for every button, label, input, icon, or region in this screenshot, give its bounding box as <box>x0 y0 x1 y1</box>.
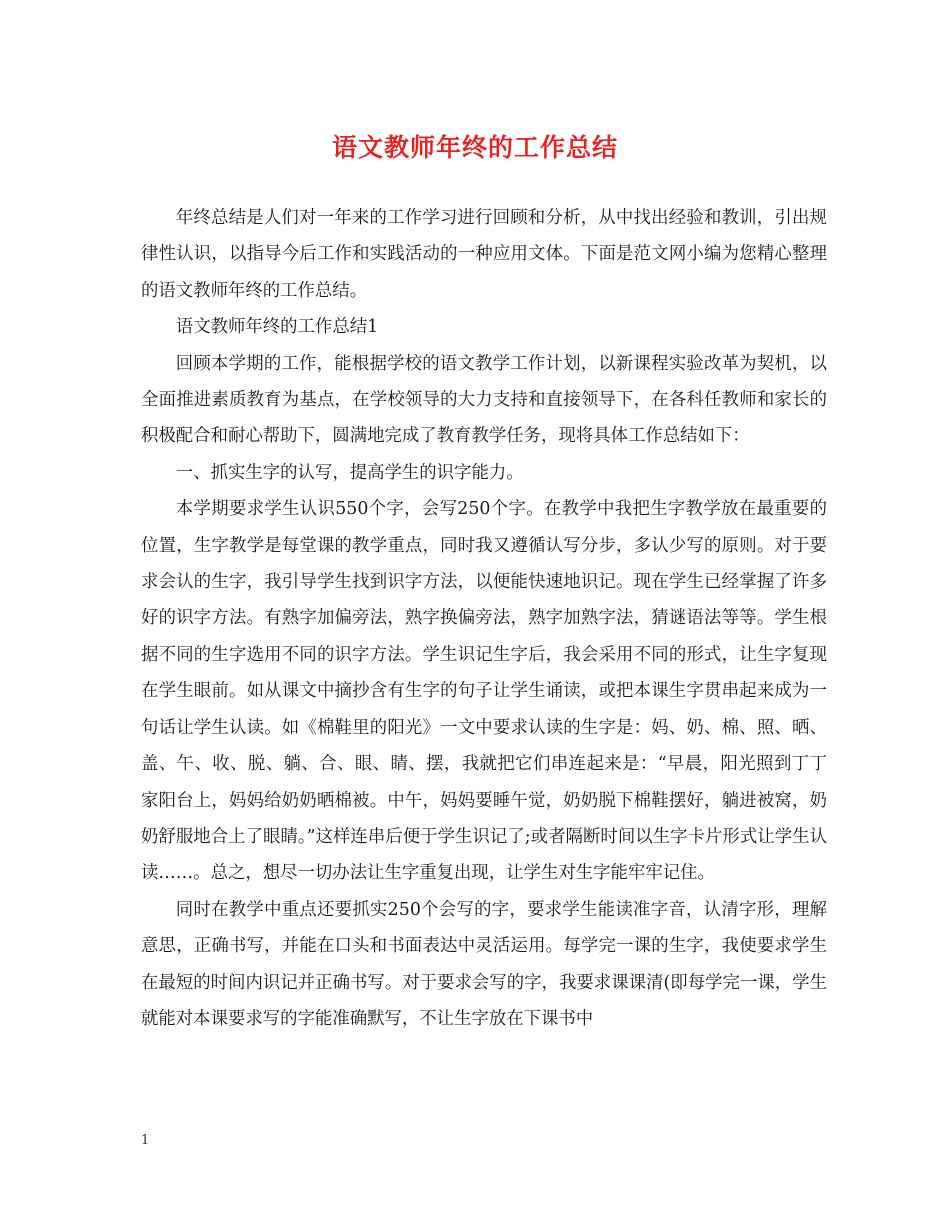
section-heading: 语文教师年终的工作总结1 <box>175 317 379 338</box>
page-number: 1 <box>141 1133 150 1148</box>
section-heading: 一、抓实生字的认写，提高学生的识字能力。 <box>175 462 524 483</box>
document-body <box>141 200 827 1037</box>
paragraph: 年终总结是人们对一年来的工作学习进行回顾和分析，从中找出经验和教训，引出规律性认识，以指导今后工作和实践活动的一种应用文体。下面是范文网小编为您精心整理的语文教师年终的工作总结。 <box>141 208 827 301</box>
document-title: 语文教师年终的工作总结 <box>331 133 618 162</box>
paragraph: 回顾本学期的工作，能根据学校的语文教学工作计划，以新课程实验改革为契机，以全面推进素质教育为基点，在学校领导的大力支持和直接领导下，在各科任教师和家长的积极配合和耐心帮助下，圆满地完成了教育教学任务，现将具体工作总结如下： <box>141 353 827 447</box>
paragraph: 本学期要求学生认识550个字，会写250个字。在教学中我把生字教学放在最重要的位置，生字教学是每堂课的教学重点，同时我又遵循认写分步，多认少写的原则。对于要求会认的生字，我引导学生找到识字方法，以便能快速地识记。现在学生已经掌握了许多好的识字方法。有熟字加偏旁法，熟字换偏旁法，熟字加熟字法，猜谜语法等等。学生根据不同的生字选用不同的识字方法。学生识记生字后，我会采用不同的形式，让生字复现在学生眼前。如从课文中摘抄含有生字的句子让学生诵读，或把本课生字贯串起来成为一句话让学生认读。如《棉鞋里的阳光》一文中要求认读的生字是：妈、奶、棉、照、晒、盖、午、收、脱、躺、合、眼、睛、摆，我就把它们串连起来是：“早晨，阳光照到丁丁家阳台上，妈妈给奶奶晒棉被。中午，妈妈要睡午觉，奶奶脱下棉鞋摆好，躺进被窝，奶奶舒服地合上了眼睛。”这样连串后便于学生识记了;或者隔断时间以生字卡片形式让学生认读……。总之，想尽一切办法让生字重复出现，让学生对生字能牢牢记住。 <box>141 499 827 884</box>
paragraph: 同时在教学中重点还要抓实250个会写的字，要求学生能读准字音，认清字形，理解意思，正确书写，并能在口头和书面表达中灵活运用。每学完一课的生字，我使要求学生在最短的时间内识记并正确书写。对于要求会写的字，我要求课课清(即每学完一课，学生就能对本课要求写的字能准确默写，不让生字放在下课书中 <box>141 899 827 1029</box>
